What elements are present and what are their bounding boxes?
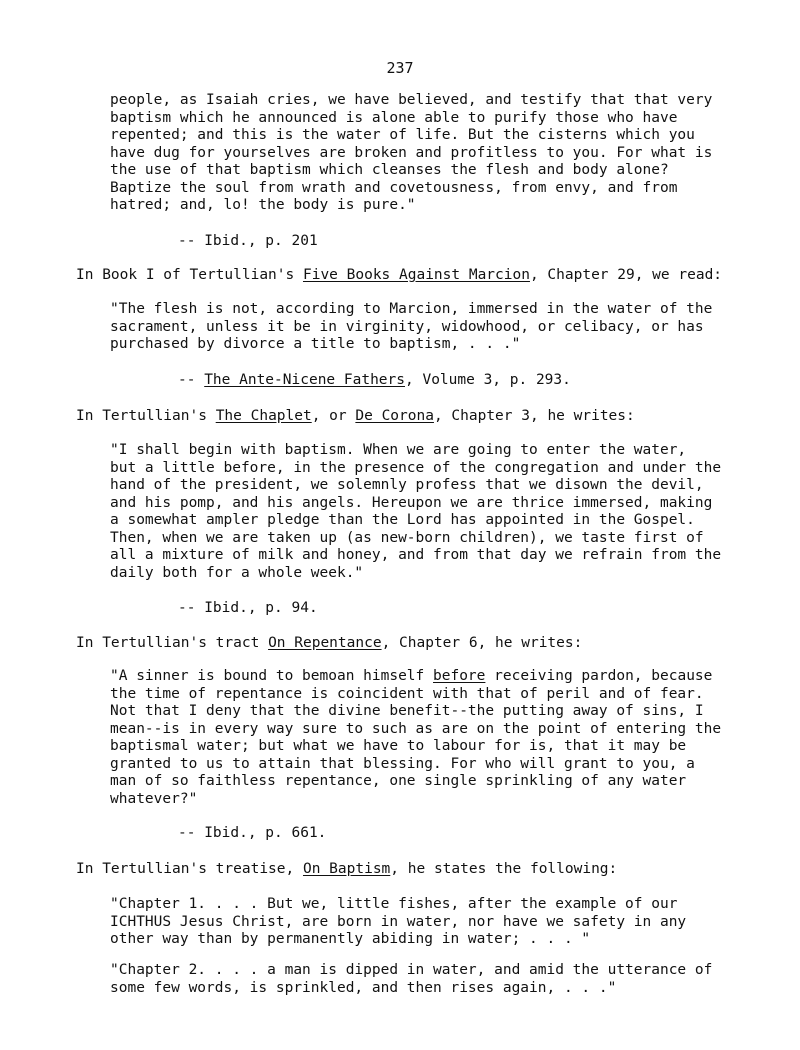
text-line: a somewhat ampler pledge than the Lord has appointed in the Gospel. <box>110 512 695 528</box>
quote-isaiah-baptism <box>110 92 750 215</box>
intro-text: , Chapter 6, he writes: <box>381 635 583 651</box>
intro-marcion <box>76 267 776 285</box>
book-title-de-corona: De Corona <box>355 408 434 424</box>
page-number: 237 <box>386 59 414 77</box>
citation-text: , Volume 3, p. 293. <box>405 372 571 388</box>
text-line: daily both for a whole week." <box>110 564 364 581</box>
text-line: and his pomp, and his angels. Hereupon we are thrice immersed, making <box>110 494 713 511</box>
text-span: receiving pardon, because <box>485 668 713 684</box>
intro-chaplet <box>76 408 776 426</box>
text-line: the time of repentance is coincident with that of peril and of fear. <box>110 685 704 702</box>
book-title-on-repentance: On Repentance <box>268 635 382 651</box>
text-line: the use of that baptism which cleanses the flesh and body alone? <box>110 162 669 178</box>
text-line: Then, when we are taken up (as new-born children), we taste first of <box>110 529 704 546</box>
intro-text: , he states the following: <box>390 861 618 877</box>
intro-text: , Chapter 3, he writes: <box>433 408 635 424</box>
quote-repentance <box>110 668 750 808</box>
quote-chapter-1 <box>110 896 750 949</box>
book-title-against-marcion: Five Books Against Marcion <box>302 267 530 283</box>
citation-ibid-201: -- Ibid., p. 201 <box>178 233 318 249</box>
intro-text: In Tertullian's <box>76 408 216 424</box>
text-line: other way than by permanently abiding in water; . . . " <box>110 931 591 947</box>
intro-on-baptism <box>76 861 776 879</box>
text-line: sacrament, unless it be in virginity, widowhood, or celibacy, or has <box>110 318 704 335</box>
text-line: but a little before, in the presence of the congregation and under the <box>110 459 722 476</box>
text-line: baptismal water; but what we have to labour for is, that it may be <box>110 738 687 754</box>
text-line: "The flesh is not, according to Marcion, immersed in the water of the <box>110 301 713 317</box>
quote-chaplet <box>110 442 750 582</box>
citation-ibid-661: -- Ibid., p. 661. <box>178 825 327 841</box>
text-line: Not that I deny that the divine benefit--the putting away of sins, I <box>110 703 704 719</box>
text-line: purchased by divorce a title to baptism, . . ." <box>110 336 521 352</box>
citation-ante-nicene <box>178 372 571 390</box>
book-title-on-baptism: On Baptism <box>302 861 391 877</box>
text-line: mean--is in every way sure to such as are on the point of entering the <box>110 720 722 737</box>
text-line: repented; and this is the water of life. But the cisterns which you <box>110 127 695 143</box>
quote-chapter-2 <box>110 962 750 997</box>
intro-repentance <box>76 635 776 653</box>
text-line: hand of the president, we solemnly profess that we disown the devil, <box>110 477 704 493</box>
book-title-the-chaplet: The Chaplet <box>215 408 312 424</box>
citation-ibid-94: -- Ibid., p. 94. <box>178 600 318 616</box>
text-span: "A sinner is bound to bemoan himself <box>110 668 434 684</box>
text-line: ICHTHUS Jesus Christ, are born in water, nor have we safety in any <box>110 913 687 930</box>
text-line: have dug for yourselves are broken and profitless to you. For what is <box>110 144 713 161</box>
text-line: baptism which he announced is alone able to purify those who have <box>110 109 678 126</box>
intro-text: , or <box>311 408 356 424</box>
citation-text: -- <box>178 372 205 388</box>
text-line: some few words, is sprinkled, and then rises again, . . ." <box>110 979 617 996</box>
text-line: hatred; and, lo! the body is pure." <box>110 197 416 213</box>
text-line: "Chapter 2. . . . a man is dipped in water, and amid the utterance of <box>110 962 713 978</box>
book-title-ante-nicene-fathers: The Ante-Nicene Fathers <box>204 372 405 388</box>
text-line: "Chapter 1. . . . But we, little fishes, after the example of our <box>110 896 678 912</box>
intro-text: In Tertullian's treatise, <box>76 861 303 877</box>
text-line: granted to us to attain that blessing. For who will grant to you, a <box>110 755 695 772</box>
text-line: whatever?" <box>110 790 198 807</box>
emphasis-before: before <box>433 668 486 684</box>
intro-text: , Chapter 29, we read: <box>529 267 723 283</box>
text-line: all a mixture of milk and honey, and from that day we refrain from the <box>110 547 722 563</box>
text-line <box>110 668 750 686</box>
text-line: people, as Isaiah cries, we have believed, and testify that that very <box>110 92 713 108</box>
text-line: "I shall begin with baptism. When we are going to enter the water, <box>110 442 687 458</box>
text-line: man of so faithless repentance, one single sprinkling of any water <box>110 773 687 789</box>
intro-text: In Tertullian's tract <box>76 635 269 651</box>
intro-text: In Book I of Tertullian's <box>76 267 303 283</box>
text-line: Baptize the soul from wrath and covetousness, from envy, and from <box>110 179 678 196</box>
quote-marcion <box>110 301 750 354</box>
